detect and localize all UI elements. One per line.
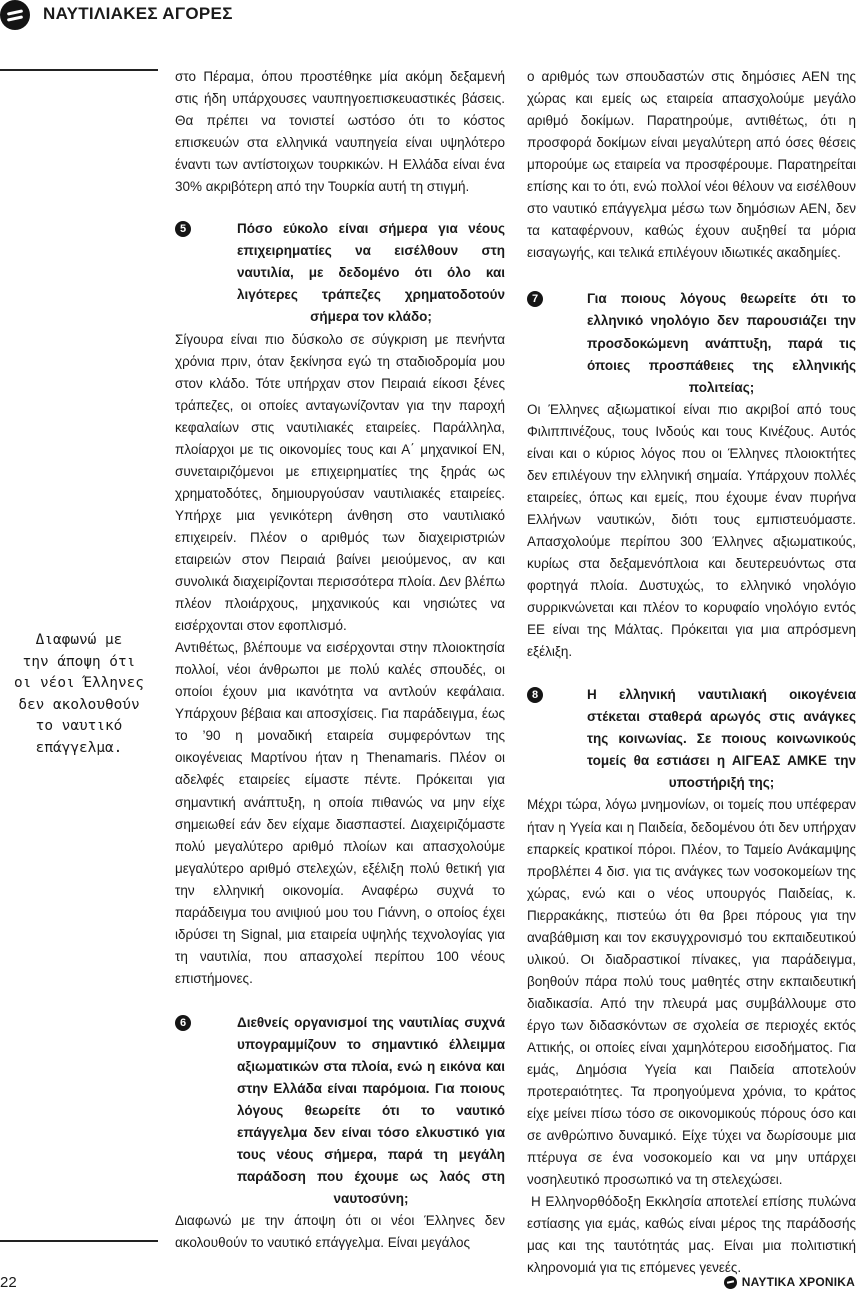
page-number: 22 (0, 1274, 17, 1291)
question-number-badge: 5 (175, 221, 191, 237)
pull-quote-line: δεν ακολουθούν (18, 696, 140, 713)
paragraph: ο αριθμός των σπουδαστών στις δημόσιες ΑΕΝ της χώρας και εμείς ως εταιρεία απασχολούμε μεγάλο αριθμό δοκίμων. Παρατηρούμε, αντιθέτως, ότι η προσφορά δοκίμων είναι μεγαλύτερη από όσες θέσεις μπορούμε ως εταιρεία να προσφέρουμε. Παρατηρείται επίσης και το ότι, ενώ πολλοί νέοι θέλουν να εισέλθουν στο ναυτικό επάγγελμα μέσω των δημόσιων ΑΕΝ, δεν τα καταφέρνουν, καθώς έχουν αυξηθεί τα μόρια εισαγωγής, και τελικά επιλέγουν ιδιωτικές ακαδημίες. (527, 69, 856, 261)
paragraph: Διαφωνώ με την άποψη ότι οι νέοι Έλληνες δεν ακολουθούν το ναυτικό επάγγελμα. Είναι μεγάλος (175, 1213, 505, 1251)
question-number-badge: 6 (175, 1015, 191, 1031)
paragraph: Οι Έλληνες αξιωματικοί είναι πιο ακριβοί από τους Φιλιππινέζους, τους Ινδούς και τους Κινέζους. Αυτός είναι και ο κύριος λόγος που οι Έλληνες πλοιοκτήτες δεν επιλέγουν την ελληνική σημαία. Υπάρχουν πολλές εταιρείες, όπως και εμείς, που έχουμε έναν πυρήνα Ελλήνων ναυτικών, διότι τους εμπιστευόμαστε. Απασχολούμε περίπου 300 Έλληνες αξιωματικούς, κυρίως στα δεξαμενόπλοια και δευτερευόντως στα φορτηγά πλοία. Δυστυχώς, το ελληνικό νηολόγιο συρρικνώνεται και πλέον το κορυφαίο νηολόγιο εντός ΕΕ είναι της Μάλτας. Πρόκειται για μια απρόσμενη εξέλιξη. (527, 401, 856, 660)
pull-quote-line: οι νέοι Έλληνες (14, 675, 144, 691)
question-text: Η ελληνική ναυτιλιακή οικογένεια στέκεται σταθερά αρωγός στις ανάγκες της κοινωνίας. Σε ποιους κοινωνικούς τομείς θα εστιάσει η ΑΙΓΕΑΣ ΑΜΚΕ την υποστήριξή της; (587, 687, 856, 791)
question-text: Διεθνείς οργανισμοί της ναυτιλίας συχνά υπογραμμίζουν το σημαντικό έλλειμμα αξιωματικών στα πλοία, ενώ η εικόνα και στην Ελλάδα είναι παρόμοια. Για ποιους λόγους θεωρείτε ότι το ναυτικό επάγγελμα δεν είναι τόσο ελκυστικό για τους νέους σήμερα, παρά τη μεγάλη παράδοση που έχουμε ως λαός στη ναυτοσύνη; (237, 1014, 505, 1207)
question-number-badge: 7 (527, 291, 543, 307)
question-text: Πόσο εύκολο είναι σήμερα για νέους επιχειρηματίες να εισέλθουν στη ναυτιλία, με δεδομένο ότι όλο και λιγότερες τράπεζες χρηματοδοτούν σήμερα τον κλάδο; (237, 221, 505, 325)
question-8 (527, 684, 856, 794)
footer-brand (724, 1275, 855, 1289)
publication-logo-icon (0, 0, 30, 30)
pull-quote (0, 630, 158, 759)
section-title: ΝΑΥΤΙΛΙΑΚΕΣ ΑΓΟΡΕΣ (43, 4, 233, 23)
pull-quote-line: επάγγελμα. (35, 739, 123, 756)
question-7 (527, 288, 856, 398)
pull-quote-line: το ναυτικό (35, 718, 123, 734)
brand-logo-icon (724, 1276, 737, 1289)
question-text: Για ποιους λόγους θεωρείτε ότι το ελληνικό νηολόγιο δεν παρουσιάζει την προσδοκώμενη ανάπτυξη, παρά τις όποιες προσπάθειες της ελληνικής πολιτείας; (587, 291, 856, 395)
brand-name: ΝΑΥΤΙΚΑ ΧΡΟΝΙΚΑ (741, 1275, 855, 1289)
paragraph: Αντιθέτως, βλέπουμε να εισέρχονται στην πλοιοκτησία πολλοί, νέοι άνθρωποι με πολύ καλές σπουδές, οι οποίοι έχουν μια ικανότητα να αντλούν κεφάλαια. Υπάρχουν βέβαια και αποσχίσεις. Για παράδειγμα, έως το ’90 η μοναδική εταιρεία συμφερόντων της οικογένειας Μαρτίνου ήταν η Thenamaris. Πλέον οι αδελφές εταιρείες είμαστε πέντε. Πρόκειται για σημαντική ανάπτυξη, η οποία πιθανώς να μην είχε σημειωθεί εάν δεν είχαμε διασπαστεί. Διαχειριζόμαστε πολύ μεγαλύτερο αριθμό πλοίων και απασχολούμε μεγαλύτερο αριθμό στελεχών, εξέλιξη πολύ θετική για την ελληνική οικονομία. Αναφέρω συχνά το παράδειγμα του ανιψιού μου του Γιάννη, ο οποίος έχει ιδρύσει τη Signal, μια εταιρεία υψηλής τεχνολογίας για τη ναυτιλία, που απασχολεί περίπου 100 νέους επιστήμονες. (175, 640, 505, 986)
paragraph: Μέχρι τώρα, λόγω μνημονίων, οι τομείς που υπέφεραν ήταν η Υγεία και η Παιδεία, δεδομένου ότι δεν υπήρχαν επαρκείς κρατικοί πόροι. Πλέον, το Ταμείο Ανάκαμψης προβλέπει 4 δισ. για τις ανάγκες των νοσοκομείων της χώρας, ενώ και ο νέος υπουργός Παιδείας, κ. Πιερρακάκης, πιστεύω ότι θα βρει πόρους για την αναβάθμιση και τον εκσυγχρονισμό του εκπαιδευτικού υλικού. Οι διαδραστικοί πίνακες, για παράδειγμα, βοηθούν πάρα πολύ τους μαθητές στην εκπαιδευτική διαδικασία. Από την πλευρά μας συμβάλλουμε στο έργο των διδασκόντων σε σχολεία σε περιοχές εκτός Αττικής, οι οποίες είναι χαμηλότερου εισοδήματος. Για εμάς, Δημόσια Υγεία και Παιδεία αποτελούν προτεραιότητες. Τα προηγούμενα χρόνια, το κράτος είχε μείνει πίσω τόσο σε οικονομικούς πόρους όσο και σε ανθρώπινο δυναμικό. Είχε τύχει να δωρίσουμε μια πτέρυγα σε ένα νοσοκομείο και να μην υπάρχει νοσηλευτικό προσωπικό να τη στελεχώσει. (527, 797, 856, 1188)
pull-quote-line: την άποψη ότι (22, 653, 136, 670)
right-column (527, 66, 856, 1279)
pullquote-top-rule (0, 69, 158, 71)
pullquote-bottom-rule (0, 1240, 158, 1242)
middle-column (175, 66, 505, 1254)
paragraph: στο Πέραμα, όπου προστέθηκε μία ακόμη δεξαμενή στις ήδη υπάρχουσες ναυπηγοεπισκευαστικές βάσεις. Θα πρέπει να τονιστεί ωστόσο ότι το κόστος επισκευών στα ελληνικά ναυπηγεία είναι υψηλότερο έναντι των αντίστοιχων τουρκικών. Η Ελλάδα είναι ένα 30% ακριβότερη από την Τουρκία αυτή τη στιγμή. (175, 69, 505, 195)
question-6 (175, 1012, 505, 1210)
pull-quote-line: Διαφωνώ με (35, 632, 123, 648)
question-5 (175, 218, 505, 328)
question-number-badge: 8 (527, 687, 543, 703)
paragraph: Σίγουρα είναι πιο δύσκολο σε σύγκριση με πενήντα χρόνια πριν, όταν ξεκίνησα εγώ τη σταδιοδρομία μου στον κλάδο. Τότε υπήρχαν στον Πειραιά είκοσι ξένες τράπεζες, οι οποίες ανταγωνίζονταν για την παροχή κεφαλαίων στις ναυτιλιακές εταιρείες. Παράλληλα, πλοίαρχοι με τις οικονομίες τους και Α΄ μηχανικοί ΕΝ, συνεταιριζόμενοι με επιχειρηματίες της ξηράς ως χρηματοδότες, δημιουργούσαν ναυτιλιακές εταιρείες. Υπήρχε μια γενικότερη άνθηση στο ναυτιλιακό επιχειρείν. Πλέον ο αριθμός των διαχειριστριών εταιρειών στον Πειραιά βαίνει μειούμενος, αν και συνολικά διαχειρίζονται περισσότερα πλοία. Δεν βλέπω πλέον πλοιάρχους, μηχανικούς και νησιώτες να εισέρχονται στον εφοπλισμό. (175, 331, 505, 634)
paragraph: Η Ελληνορθόδοξη Εκκλησία αποτελεί επίσης πυλώνα εστίασης για εμάς, καθώς είναι μέρος της παράδοσής μας και της ταυτότητάς μας. Είναι μια πολιτιστική κληρονομιά για τις επόμενες γενεές. (527, 1194, 856, 1276)
